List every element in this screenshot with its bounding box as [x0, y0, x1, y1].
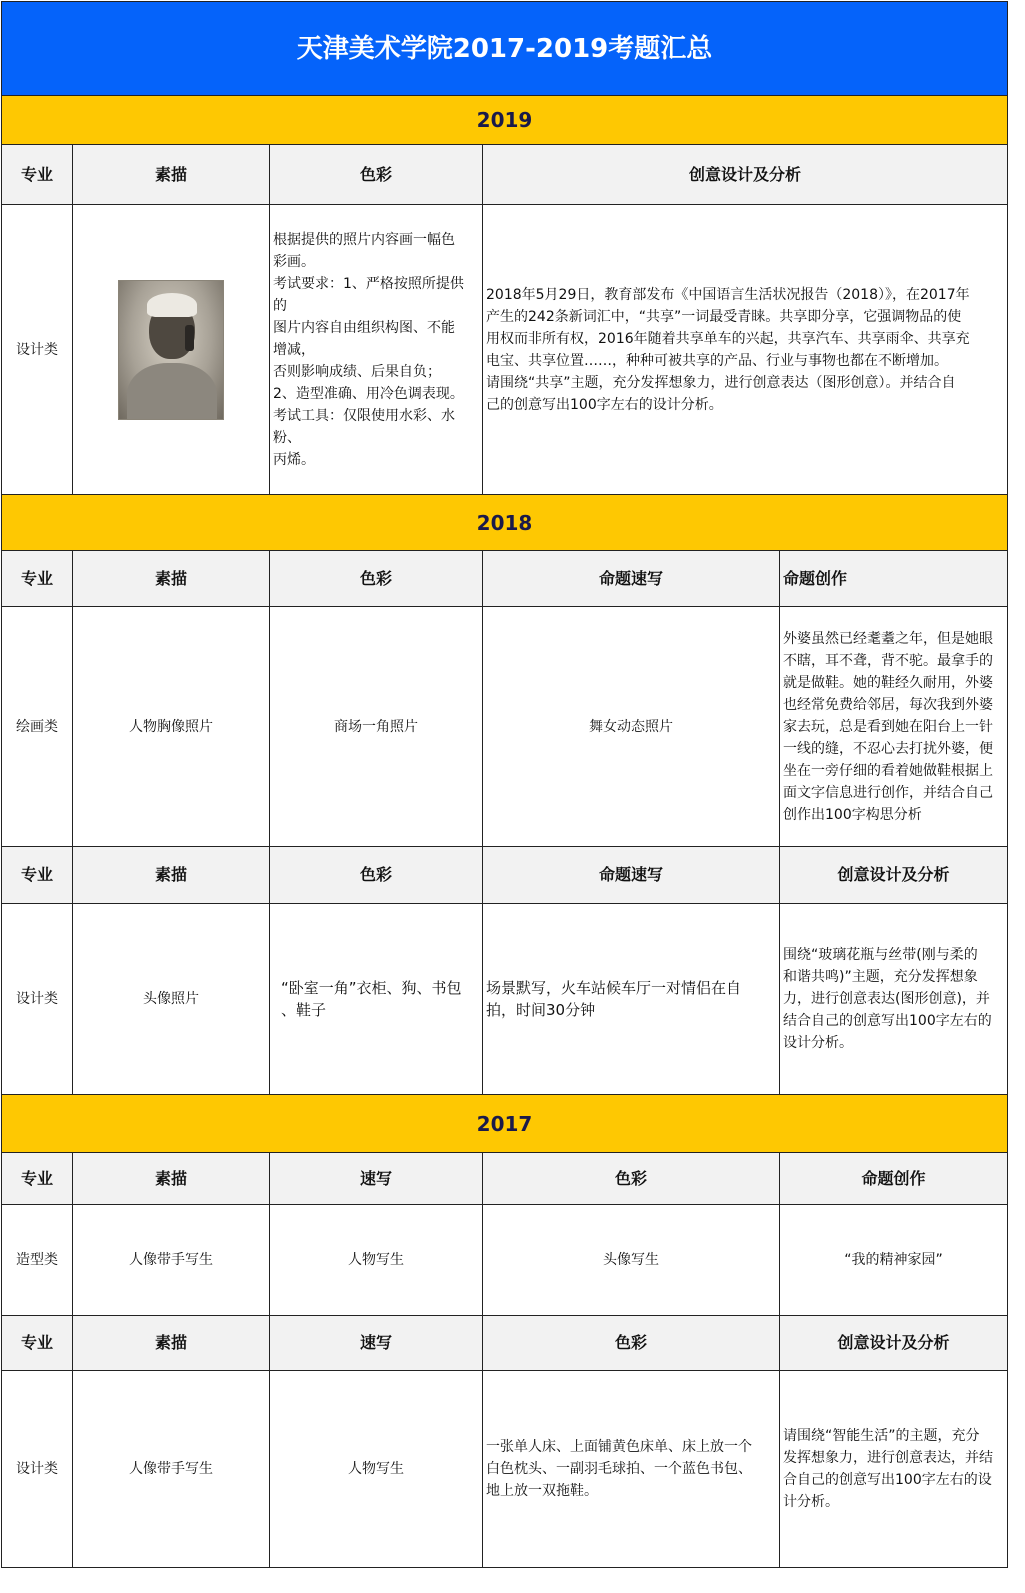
text-line: 力，进行创意表达(图形创意)，并: [783, 991, 990, 1007]
header-design: 创意设计及分析: [483, 145, 1008, 205]
text-line: 电宝、共享位置……，种种可被共享的产品、行业与事物也都在不断增加。: [486, 352, 948, 369]
header-major: 专业: [1, 1153, 73, 1205]
header-row-2017-a: [1, 1153, 1008, 1205]
row-2017-design: [1, 1371, 1008, 1568]
sketch-cell: 头像照片: [73, 904, 270, 1095]
color-prompt: [273, 977, 462, 1021]
text-line: 设计分析。: [783, 1035, 853, 1051]
header-design: 创意设计及分析: [780, 1316, 1008, 1371]
header-major: 专业: [1, 1316, 73, 1371]
text-line: 地上放一双拖鞋。: [486, 1483, 598, 1499]
text-line: 否则影响成绩、后果自负；: [273, 363, 441, 380]
text-line: 创作出100字构思分析: [783, 806, 922, 823]
color-requirements: [273, 229, 464, 471]
year-2019-label: 2019: [476, 108, 533, 132]
year-banner-2019: [1, 96, 1008, 145]
text-line: 2、造型准确、用冷色调表现。: [273, 385, 464, 402]
year-banner-2018: [1, 495, 1008, 551]
text-line: 也经常免费给邻居，每次我到外婆: [783, 696, 993, 713]
speed-sketch-cell: 人物写生: [270, 1205, 483, 1316]
text-line: 场景默写，火车站候车厅一对情侣在自: [486, 979, 742, 997]
color-cell: 头像写生: [483, 1205, 780, 1316]
text-line: “卧室一角”衣柜、狗、书包: [281, 979, 462, 997]
speed-sketch-prompt: [486, 977, 741, 1021]
sketch-cell: 人像带手写生: [73, 1371, 270, 1568]
photo-hair: [147, 293, 197, 317]
header-sketch: 素描: [73, 145, 270, 205]
text-line: 请围绕“智能生活”的主题，充分: [783, 1428, 980, 1444]
text-line: 考试工具：仅限使用水彩、水: [273, 407, 455, 424]
text-line: 和谐共鸣)”主题，充分发挥想象: [783, 969, 978, 985]
year-2017-label: 2017: [476, 1111, 533, 1136]
design-prompt: [486, 284, 970, 416]
header-speed-sketch: 速写: [270, 1316, 483, 1371]
header-creation: 命题创作: [780, 551, 1008, 607]
header-row-2019: [1, 145, 1008, 205]
text-line: 根据提供的照片内容画一幅色: [273, 231, 455, 248]
header-sketch: 素描: [73, 1153, 270, 1205]
major-cell: 设计类: [1, 904, 73, 1095]
text-line: 考试要求：1、严格按照所提供: [273, 275, 464, 292]
design-prompt: [783, 1425, 993, 1513]
text-line: 图片内容自由组织构图、不能: [273, 319, 455, 336]
sketch-cell: 人物胸像照片: [73, 607, 270, 847]
year-2018-label: 2018: [476, 510, 533, 535]
header-color: 色彩: [270, 847, 483, 904]
design-cell: [780, 1371, 1008, 1568]
exam-summary-table: [1, 1, 1008, 1568]
row-2019-design: [1, 205, 1008, 495]
photo-body: [127, 363, 217, 420]
color-cell: [483, 1371, 780, 1568]
header-creation: 命题创作: [780, 1153, 1008, 1205]
speed-sketch-cell: [483, 904, 780, 1095]
text-line: 己的创意写出100字左右的设计分析。: [486, 396, 723, 413]
creation-cell: [780, 607, 1008, 847]
header-color: 色彩: [483, 1316, 780, 1371]
text-line: 发挥想象力，进行创意表达，并结: [783, 1450, 993, 1466]
text-line: 彩画。: [273, 253, 315, 270]
header-row-2018-a: [1, 551, 1008, 607]
design-prompt: [783, 944, 992, 1054]
major-cell: 设计类: [1, 205, 73, 495]
header-row-2017-b: [1, 1316, 1008, 1371]
title-text: 天津美术学院2017-2019考题汇总: [296, 33, 713, 64]
text-line: 请围绕“共享”主题，充分发挥想象力，进行创意表达（图形创意）。并结合自: [486, 374, 956, 391]
design-cell: [483, 205, 1008, 495]
text-line: 一线的缝，不忍心去打扰外婆，便: [783, 740, 993, 757]
text-line: 坐在一旁仔细的看着她做鞋根据上: [783, 762, 993, 779]
text-line: 家去玩，总是看到她在阳台上一针: [783, 718, 993, 735]
sketch-cell: [73, 205, 270, 495]
header-color: 色彩: [270, 145, 483, 205]
color-cell: [270, 205, 483, 495]
header-color: 色彩: [483, 1153, 780, 1205]
text-line: 不瞎，耳不聋，背不驼。最拿手的: [783, 652, 993, 669]
speed-sketch-cell: 人物写生: [270, 1371, 483, 1568]
text-line: 、鞋子: [281, 1001, 327, 1019]
header-major: 专业: [1, 551, 73, 607]
text-line: 2018年5月29日，教育部发布《中国语言生活状况报告（2018）》，在2017年: [486, 286, 970, 303]
header-speed-sketch: 速写: [270, 1153, 483, 1205]
text-line: 计分析。: [783, 1494, 839, 1510]
text-line: 合自己的创意写出100字左右的设: [783, 1472, 992, 1488]
color-prompt: [486, 1436, 752, 1502]
sketch-cell: 人像带手写生: [73, 1205, 270, 1316]
text-line: 白色枕头、一副羽毛球拍、一个蓝色书包、: [486, 1461, 752, 1477]
phone-icon: [185, 325, 194, 351]
color-cell: 商场一角照片: [270, 607, 483, 847]
header-major: 专业: [1, 145, 73, 205]
page-title: [1, 1, 1008, 96]
header-sketch: 素描: [73, 847, 270, 904]
major-cell: 设计类: [1, 1371, 73, 1568]
header-sketch: 素描: [73, 1316, 270, 1371]
header-color: 色彩: [270, 551, 483, 607]
text-line: 增减，: [273, 341, 315, 358]
header-row-2018-b: [1, 847, 1008, 904]
header-sketch: 素描: [73, 551, 270, 607]
row-2018-painting: [1, 607, 1008, 847]
text-line: 一张单人床、上面铺黄色床单、床上放一个: [486, 1439, 752, 1455]
text-line: 粉、: [273, 429, 301, 446]
year-banner-2017: [1, 1095, 1008, 1153]
color-cell: [270, 904, 483, 1095]
header-major: 专业: [1, 847, 73, 904]
text-line: 面文字信息进行创作，并结合自己: [783, 784, 993, 801]
text-line: 就是做鞋。她的鞋经久耐用，外婆: [783, 674, 993, 691]
header-speed-sketch: 命题速写: [483, 847, 780, 904]
text-line: 围绕“玻璃花瓶与丝带(刚与柔的: [783, 947, 978, 963]
elderly-man-photo: [118, 280, 224, 420]
text-line: 拍，时间30分钟: [486, 1001, 596, 1019]
major-cell: 造型类: [1, 1205, 73, 1316]
text-line: 外婆虽然已经耄耋之年，但是她眼: [783, 630, 993, 647]
row-2017-modeling: [1, 1205, 1008, 1316]
header-design: 创意设计及分析: [780, 847, 1008, 904]
design-cell: [780, 904, 1008, 1095]
row-2018-design: [1, 904, 1008, 1095]
creation-cell: “我的精神家园”: [780, 1205, 1008, 1316]
text-line: 结合自己的创意写出100字左右的: [783, 1013, 992, 1029]
creation-prompt: [783, 628, 993, 826]
major-cell: 绘画类: [1, 607, 73, 847]
text-line: 产生的242条新词汇中，“共享”一词最受青睐。共享即分享，它强调物品的使: [486, 308, 962, 325]
text-line: 丙烯。: [273, 451, 315, 468]
text-line: 用权而非所有权，2016年随着共享单车的兴起，共享汽车、共享雨伞、共享充: [486, 330, 970, 347]
header-speed-sketch: 命题速写: [483, 551, 780, 607]
text-line: 的: [273, 297, 287, 314]
speed-sketch-cell: 舞女动态照片: [483, 607, 780, 847]
